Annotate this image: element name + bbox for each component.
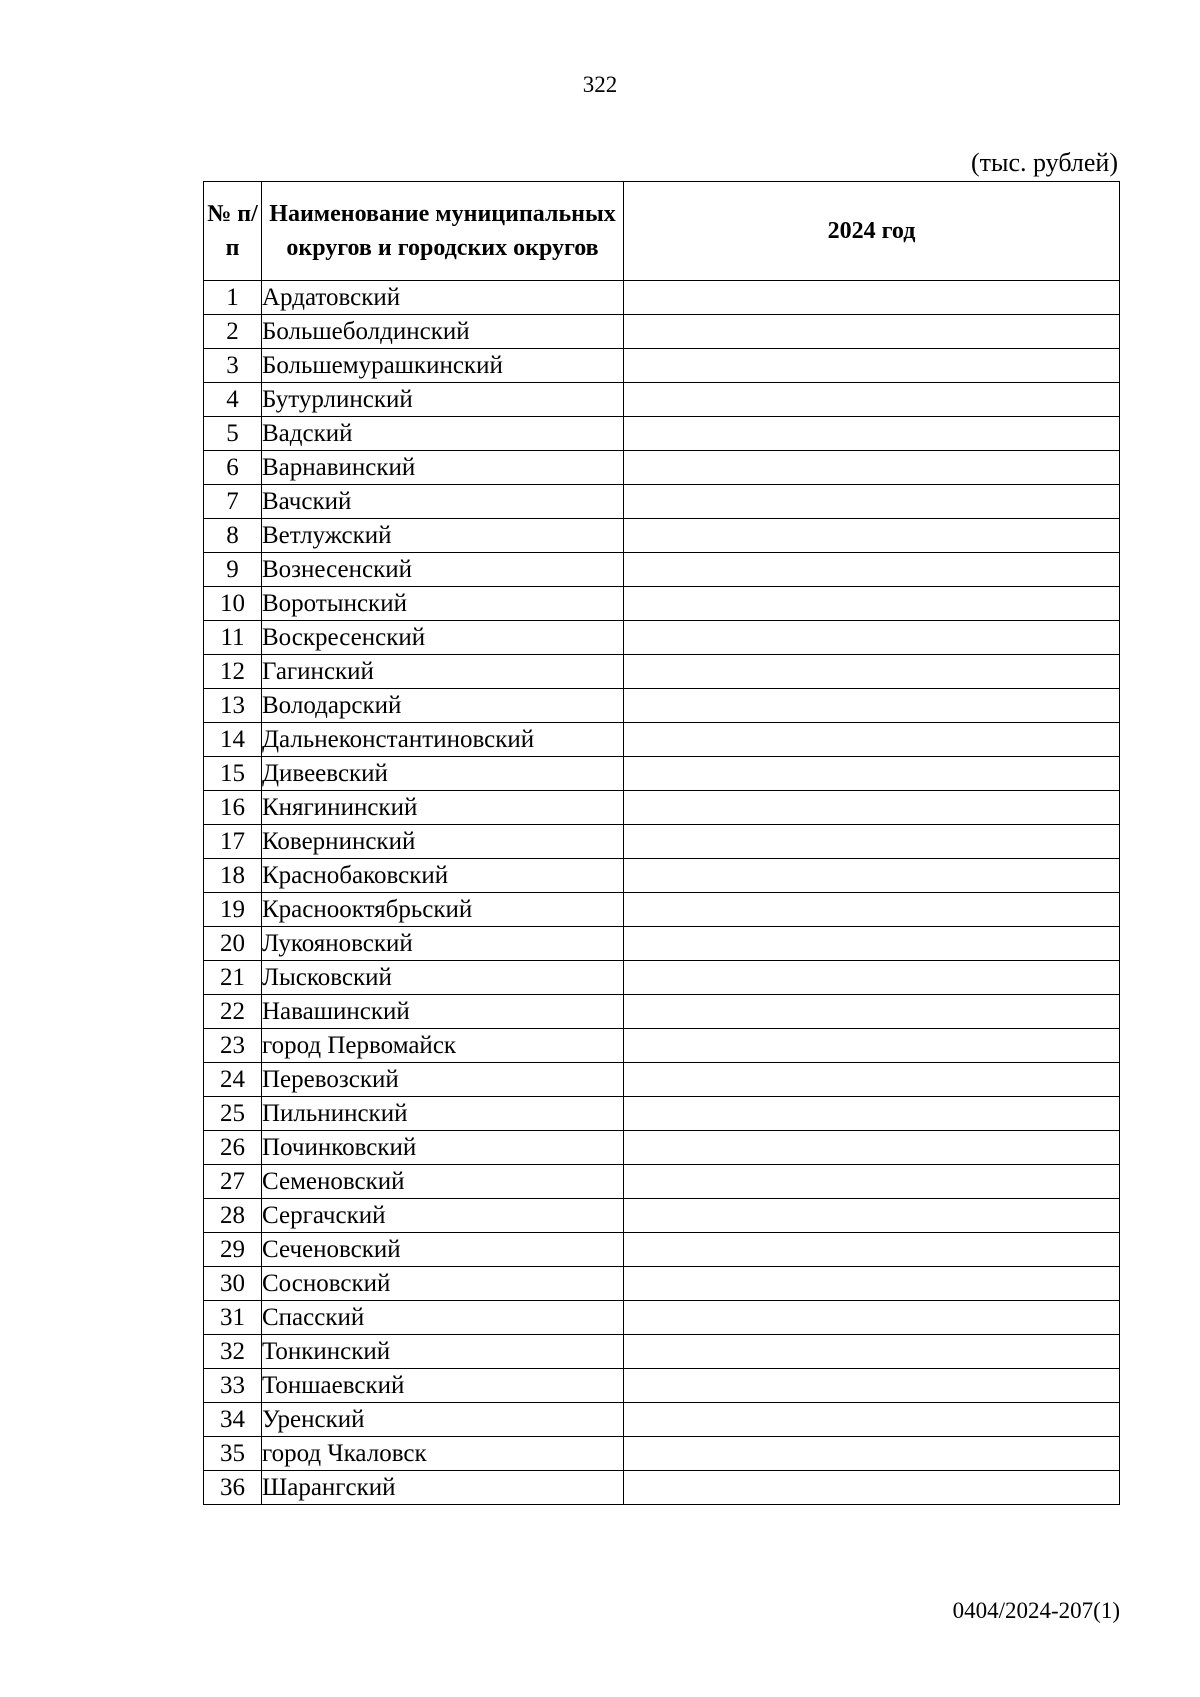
table-row <box>204 825 1120 859</box>
year-value <box>624 485 1120 519</box>
page-number: 322 <box>582 72 618 97</box>
district-name: Володарский <box>262 689 624 723</box>
district-name: Ардатовский <box>262 281 624 315</box>
row-number: 27 <box>204 1165 262 1199</box>
district-name: Большемурашкинский <box>262 349 624 383</box>
row-number: 9 <box>204 553 262 587</box>
district-name: Гагинский <box>262 655 624 689</box>
row-number: 10 <box>204 587 262 621</box>
header-name: Наименование муниципальных округов и городских округов <box>262 182 624 281</box>
year-value <box>624 417 1120 451</box>
year-value <box>624 451 1120 485</box>
district-name: Дальнеконстантиновский <box>262 723 624 757</box>
row-number: 29 <box>204 1233 262 1267</box>
district-name: Краснооктябрьский <box>262 893 624 927</box>
table-row <box>204 1199 1120 1233</box>
district-name: Тонкинский <box>262 1335 624 1369</box>
table-row <box>204 723 1120 757</box>
district-name: Спасский <box>262 1301 624 1335</box>
year-value <box>624 757 1120 791</box>
districts-table <box>203 181 1120 1505</box>
row-number: 22 <box>204 995 262 1029</box>
table-row <box>204 1335 1120 1369</box>
district-name: Тоншаевский <box>262 1369 624 1403</box>
district-name: Сосновский <box>262 1267 624 1301</box>
table-row <box>204 995 1120 1029</box>
year-value <box>624 689 1120 723</box>
year-value <box>624 927 1120 961</box>
year-value <box>624 1165 1120 1199</box>
row-number: 6 <box>204 451 262 485</box>
year-value <box>624 893 1120 927</box>
district-name: Перевозский <box>262 1063 624 1097</box>
year-value <box>624 587 1120 621</box>
row-number: 32 <box>204 1335 262 1369</box>
table-row <box>204 791 1120 825</box>
year-value <box>624 1029 1120 1063</box>
row-number: 8 <box>204 519 262 553</box>
year-value <box>624 995 1120 1029</box>
district-name: Шарангский <box>262 1471 624 1505</box>
year-value <box>624 519 1120 553</box>
year-value <box>624 1471 1120 1505</box>
row-number: 31 <box>204 1301 262 1335</box>
year-value <box>624 1301 1120 1335</box>
row-number: 28 <box>204 1199 262 1233</box>
year-value <box>624 1403 1120 1437</box>
row-number: 13 <box>204 689 262 723</box>
row-number: 1 <box>204 281 262 315</box>
district-name: Дивеевский <box>262 757 624 791</box>
table-row <box>204 1267 1120 1301</box>
year-value <box>624 1199 1120 1233</box>
table-row <box>204 553 1120 587</box>
table-row <box>204 383 1120 417</box>
table-row <box>204 1437 1120 1471</box>
district-name: Бутурлинский <box>262 383 624 417</box>
district-name: Лукояновский <box>262 927 624 961</box>
year-value <box>624 553 1120 587</box>
year-value <box>624 1437 1120 1471</box>
district-name: Сеченовский <box>262 1233 624 1267</box>
table-row <box>204 621 1120 655</box>
year-value <box>624 1097 1120 1131</box>
year-value <box>624 1131 1120 1165</box>
table-row <box>204 417 1120 451</box>
row-number: 16 <box>204 791 262 825</box>
row-number: 17 <box>204 825 262 859</box>
row-number: 11 <box>204 621 262 655</box>
table-header-row <box>204 182 1120 281</box>
year-value <box>624 1233 1120 1267</box>
table-row <box>204 315 1120 349</box>
year-value <box>624 791 1120 825</box>
table-row <box>204 519 1120 553</box>
year-value <box>624 383 1120 417</box>
year-value <box>624 349 1120 383</box>
district-name: Семеновский <box>262 1165 624 1199</box>
table-row <box>204 1165 1120 1199</box>
table-row <box>204 451 1120 485</box>
table-row <box>204 1131 1120 1165</box>
district-name: Варнавинский <box>262 451 624 485</box>
district-name: город Чкаловск <box>262 1437 624 1471</box>
row-number: 33 <box>204 1369 262 1403</box>
district-name: Навашинский <box>262 995 624 1029</box>
row-number: 24 <box>204 1063 262 1097</box>
year-value <box>624 859 1120 893</box>
header-num: № п/п <box>204 182 262 281</box>
district-name: Ветлужский <box>262 519 624 553</box>
row-number: 35 <box>204 1437 262 1471</box>
table-row <box>204 927 1120 961</box>
district-name: Сергачский <box>262 1199 624 1233</box>
district-name: Починковский <box>262 1131 624 1165</box>
year-value <box>624 1063 1120 1097</box>
table-row <box>204 1097 1120 1131</box>
units-label: (тыс. рублей) <box>970 148 1118 177</box>
district-name: Пильнинский <box>262 1097 624 1131</box>
district-name: Вознесенский <box>262 553 624 587</box>
row-number: 15 <box>204 757 262 791</box>
district-name: Вадский <box>262 417 624 451</box>
year-value <box>624 281 1120 315</box>
row-number: 7 <box>204 485 262 519</box>
document-code: 0404/2024-207(1) <box>952 1598 1120 1623</box>
year-value <box>624 1369 1120 1403</box>
table-row <box>204 1369 1120 1403</box>
district-name: Воротынский <box>262 587 624 621</box>
row-number: 23 <box>204 1029 262 1063</box>
table-row <box>204 1063 1120 1097</box>
table-row <box>204 349 1120 383</box>
year-value <box>624 655 1120 689</box>
district-name: Княгининский <box>262 791 624 825</box>
table-row <box>204 587 1120 621</box>
row-number: 14 <box>204 723 262 757</box>
year-value <box>624 315 1120 349</box>
table-row <box>204 859 1120 893</box>
table-row <box>204 961 1120 995</box>
row-number: 18 <box>204 859 262 893</box>
row-number: 30 <box>204 1267 262 1301</box>
table-row <box>204 1471 1120 1505</box>
table-row <box>204 1029 1120 1063</box>
table-row <box>204 1301 1120 1335</box>
table-row <box>204 757 1120 791</box>
header-year: 2024 год <box>624 182 1120 281</box>
table-row <box>204 485 1120 519</box>
row-number: 12 <box>204 655 262 689</box>
row-number: 26 <box>204 1131 262 1165</box>
row-number: 3 <box>204 349 262 383</box>
row-number: 2 <box>204 315 262 349</box>
year-value <box>624 1267 1120 1301</box>
district-name: Краснобаковский <box>262 859 624 893</box>
district-name: Большеболдинский <box>262 315 624 349</box>
year-value <box>624 723 1120 757</box>
row-number: 36 <box>204 1471 262 1505</box>
row-number: 19 <box>204 893 262 927</box>
district-name: Воскресенский <box>262 621 624 655</box>
district-name: Ковернинский <box>262 825 624 859</box>
table-row <box>204 1233 1120 1267</box>
table-body <box>204 281 1120 1505</box>
year-value <box>624 1335 1120 1369</box>
district-name: Уренский <box>262 1403 624 1437</box>
year-value <box>624 621 1120 655</box>
row-number: 4 <box>204 383 262 417</box>
row-number: 25 <box>204 1097 262 1131</box>
table-row <box>204 281 1120 315</box>
year-value <box>624 825 1120 859</box>
district-name: город Первомайск <box>262 1029 624 1063</box>
table-row <box>204 655 1120 689</box>
row-number: 20 <box>204 927 262 961</box>
district-name: Вачский <box>262 485 624 519</box>
year-value <box>624 961 1120 995</box>
table-row <box>204 893 1120 927</box>
district-name: Лысковский <box>262 961 624 995</box>
row-number: 34 <box>204 1403 262 1437</box>
table-row <box>204 689 1120 723</box>
row-number: 5 <box>204 417 262 451</box>
table-row <box>204 1403 1120 1437</box>
row-number: 21 <box>204 961 262 995</box>
